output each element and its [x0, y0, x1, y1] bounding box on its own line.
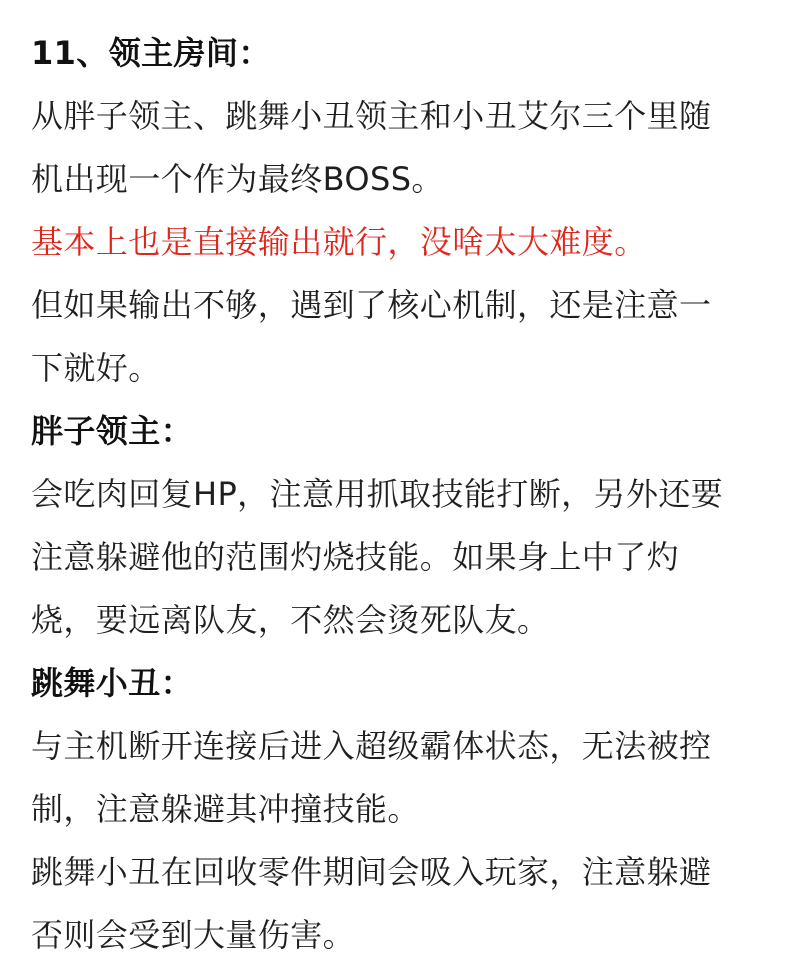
note-line-1: 但如果输出不够，遇到了核心机制，还是注意一 — [31, 286, 712, 324]
section-title: 11、领主房间： — [31, 34, 271, 72]
dancing-clown-line-3: 跳舞小丑在回收零件期间会吸入玩家，注意躲避 — [31, 853, 712, 891]
dancing-clown-line-2: 制，注意躲避其冲撞技能。 — [31, 790, 420, 828]
fat-lord-heading: 胖子领主： — [31, 412, 194, 450]
article-body — [31, 22, 771, 967]
dancing-clown-heading: 跳舞小丑： — [31, 664, 194, 702]
intro-line-1: 从胖子领主、跳舞小丑领主和小丑艾尔三个里随 — [31, 97, 712, 135]
dancing-clown-line-4: 否则会受到大量伤害。 — [31, 916, 356, 954]
dancing-clown-line-1: 与主机断开连接后进入超级霸体状态，无法被控 — [31, 727, 712, 765]
intro-line-2: 机出现一个作为最终BOSS。 — [31, 160, 444, 198]
fat-lord-line-2: 注意躲避他的范围灼烧技能。如果身上中了灼 — [31, 538, 680, 576]
note-line-2: 下就好。 — [31, 349, 161, 387]
fat-lord-line-3: 烧，要远离队友，不然会烫死队友。 — [31, 601, 550, 639]
highlight-line: 基本上也是直接输出就行，没啥太大难度。 — [31, 223, 647, 261]
fat-lord-line-1: 会吃肉回复HP，注意用抓取技能打断，另外还要 — [31, 475, 724, 513]
